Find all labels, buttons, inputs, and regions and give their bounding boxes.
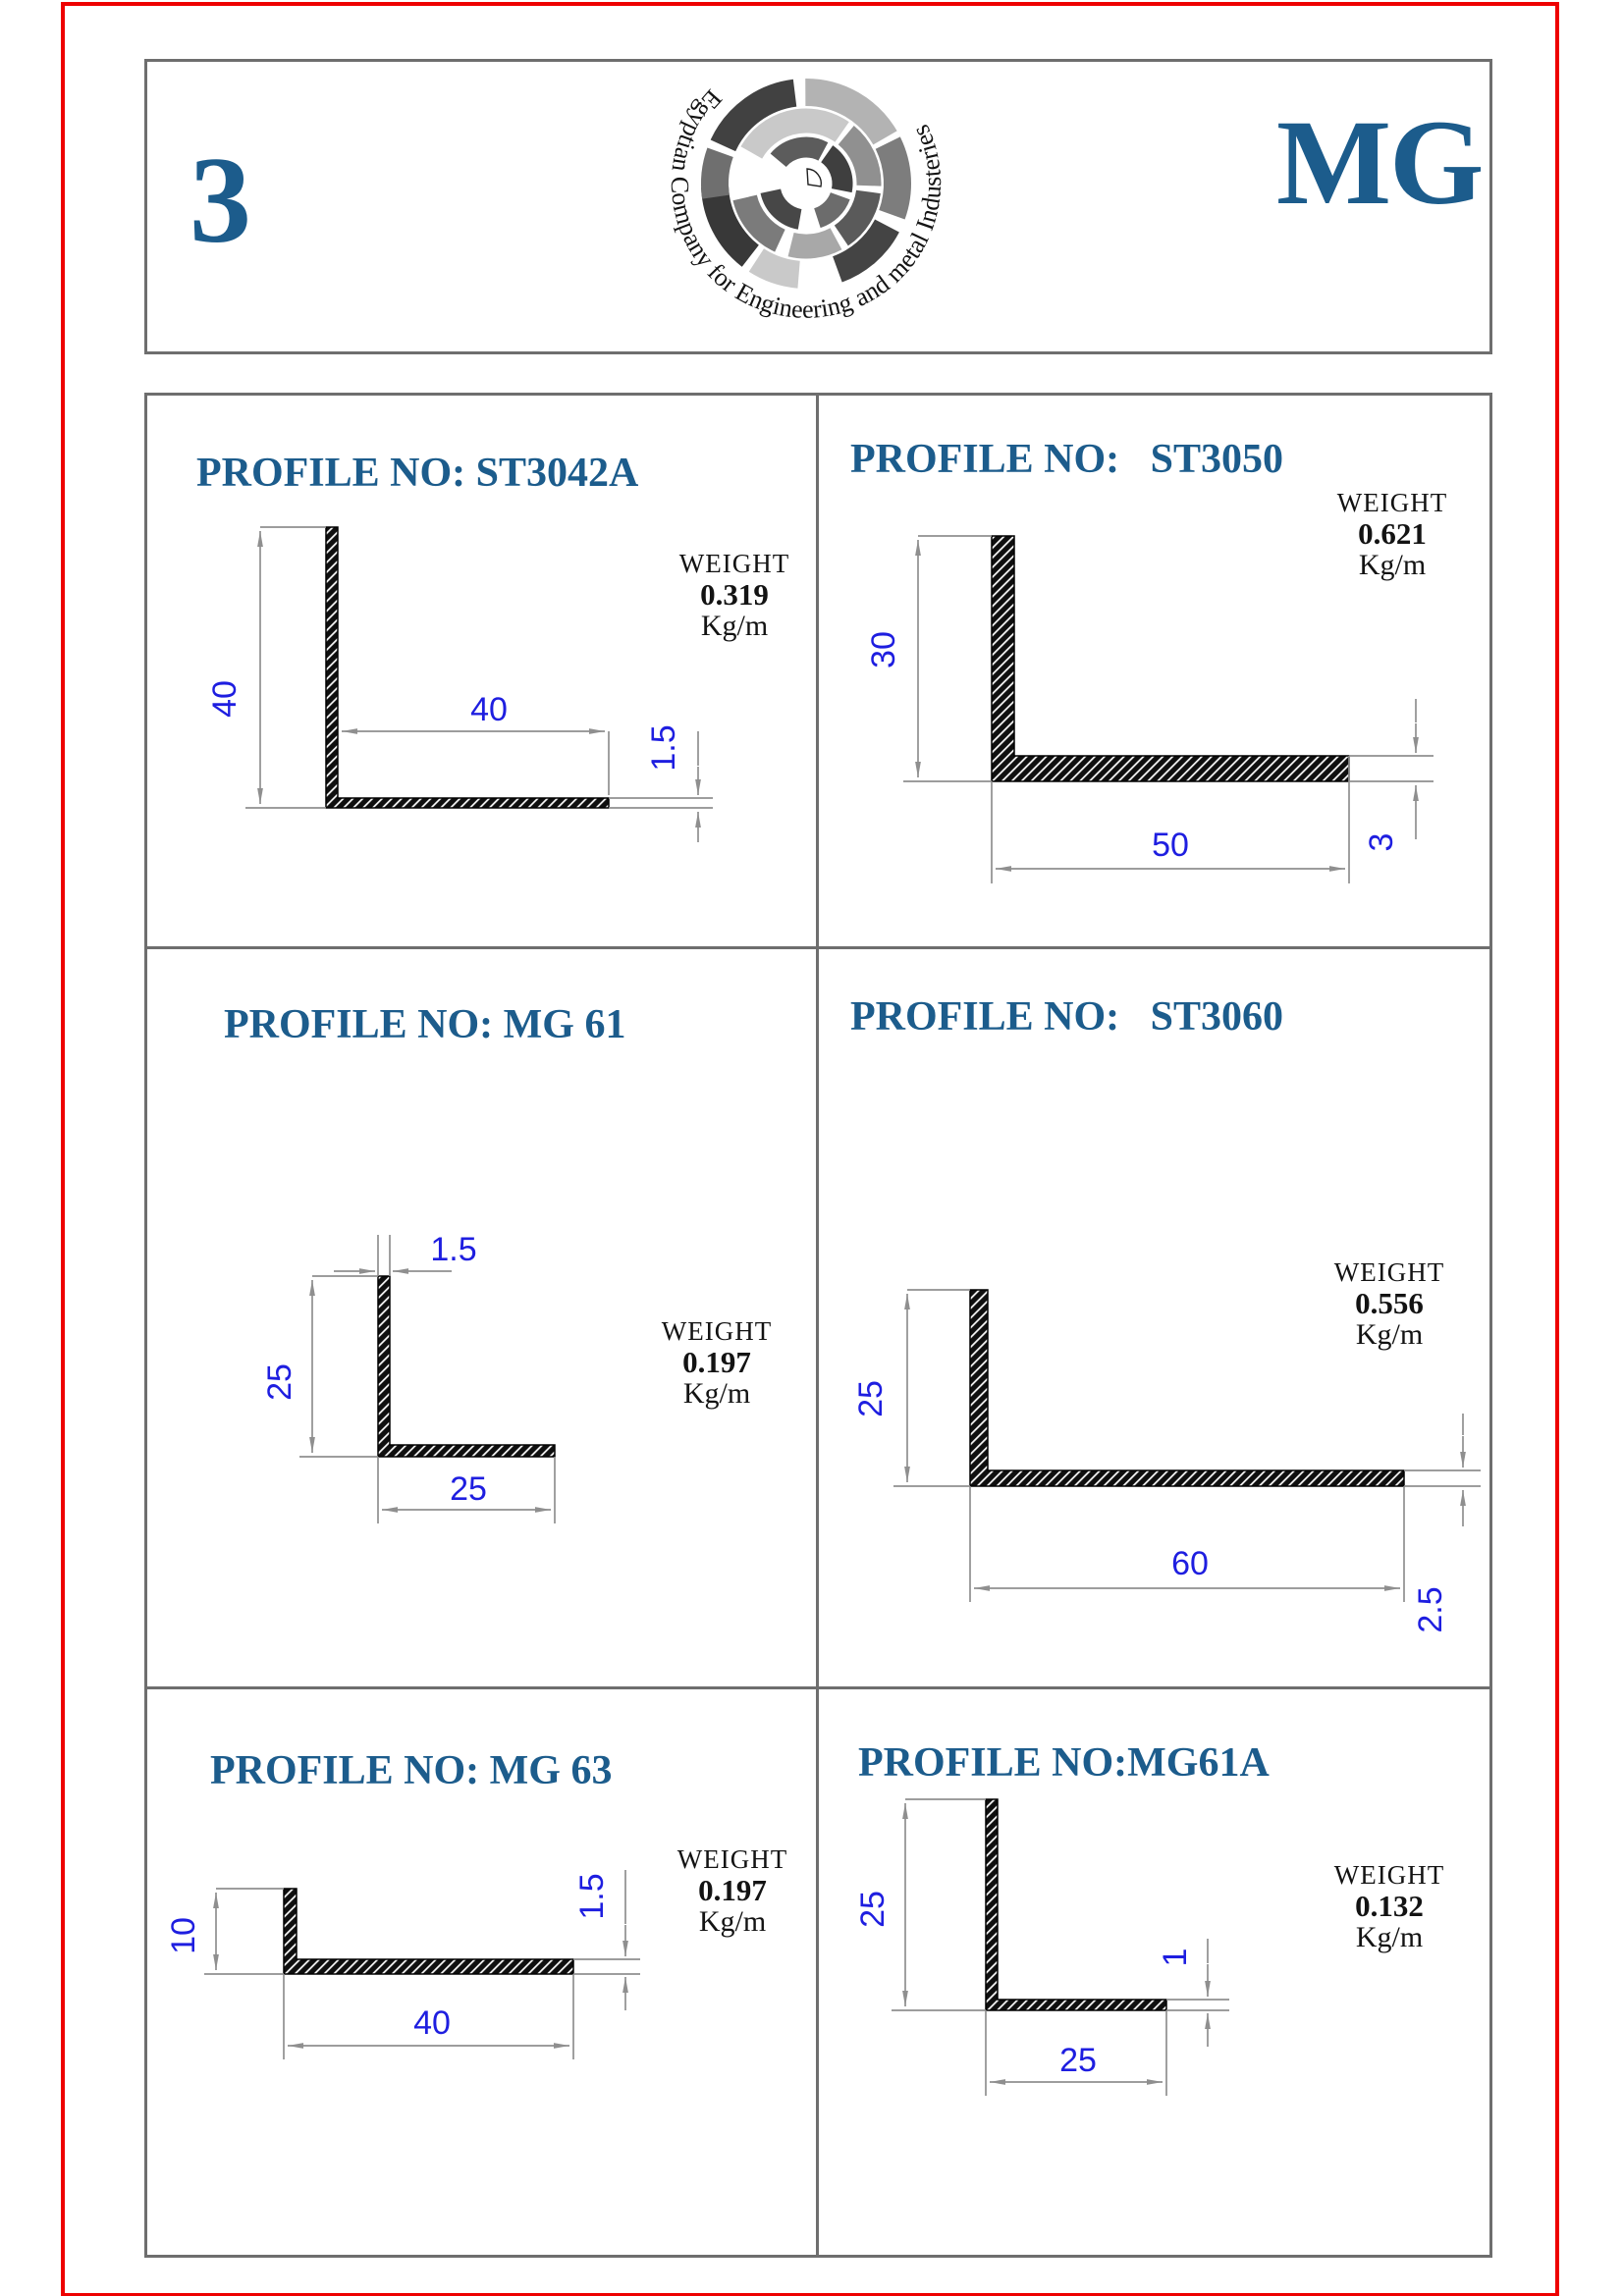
weight-label: WEIGHT: [1336, 488, 1448, 517]
weight-label: WEIGHT: [678, 549, 790, 578]
weight-label: WEIGHT: [1333, 1860, 1445, 1890]
profile-title: PROFILE NO: MG 61: [224, 1001, 626, 1047]
dim-thickness: 2.5: [1412, 1586, 1449, 1633]
weight-unit: Kg/m: [700, 610, 769, 642]
dim-horizontal: 40: [470, 691, 508, 728]
grid-row-divider-2: [144, 1686, 1489, 1689]
weight-unit: Kg/m: [682, 1377, 751, 1410]
profile-drawing: [147, 1845, 815, 2106]
profile-drawing: [147, 461, 815, 883]
profile-drawing: [820, 1247, 1488, 1649]
weight-unit: Kg/m: [1355, 1318, 1424, 1351]
profile-title: PROFILE NO: MG 63: [210, 1747, 613, 1793]
weight-value: 0.621: [1358, 516, 1427, 551]
dim-vertical: 25: [852, 1380, 890, 1417]
profile-title: PROFILE NO: ST3050: [850, 436, 1284, 482]
weight-unit: Kg/m: [1358, 549, 1427, 581]
dim-thickness: 1.5: [430, 1231, 477, 1268]
profile-drawing: [147, 1198, 815, 1541]
weight-label: WEIGHT: [1333, 1257, 1445, 1287]
dim-vertical: 10: [165, 1917, 202, 1954]
weight-label: WEIGHT: [676, 1844, 788, 1874]
logo-text: Egyptian Company for Engineering and metal Industeries: [665, 83, 947, 324]
company-logo: [660, 37, 952, 330]
dim-horizontal: 60: [1171, 1545, 1209, 1582]
weight-value: 0.319: [700, 577, 769, 612]
dim-vertical: 30: [865, 631, 902, 668]
dim-horizontal: 40: [413, 2004, 451, 2042]
profile-title: PROFILE NO:MG61A: [858, 1739, 1270, 1786]
profile-title: PROFILE NO: ST3060: [850, 993, 1284, 1040]
weight-unit: Kg/m: [1355, 1921, 1424, 1953]
profile-drawing: [820, 461, 1488, 903]
dim-vertical: 25: [261, 1363, 298, 1401]
dim-thickness: 1: [1157, 1948, 1194, 1967]
weight-unit: Kg/m: [698, 1905, 767, 1938]
weight-value: 0.556: [1355, 1286, 1424, 1320]
dim-horizontal: 25: [450, 1470, 487, 1508]
weight-value: 0.132: [1355, 1889, 1424, 1923]
dim-vertical: 40: [206, 680, 243, 718]
page-number: 3: [189, 133, 251, 269]
dim-horizontal: 50: [1152, 827, 1189, 864]
brand-mark: MG: [1276, 95, 1483, 230]
dim-vertical: 25: [854, 1891, 892, 1928]
profile-drawing: [820, 1767, 1488, 2106]
weight-value: 0.197: [682, 1345, 751, 1379]
dim-thickness: 3: [1363, 832, 1400, 852]
grid-column-divider: [816, 393, 819, 2255]
dim-thickness: 1.5: [645, 724, 682, 772]
weight-label: WEIGHT: [661, 1316, 773, 1346]
dim-thickness: 1.5: [573, 1873, 611, 1920]
profile-title: PROFILE NO: ST3042A: [196, 450, 639, 496]
grid-row-divider-1: [144, 946, 1489, 949]
dim-horizontal: 25: [1059, 2042, 1097, 2079]
weight-value: 0.197: [698, 1873, 767, 1907]
